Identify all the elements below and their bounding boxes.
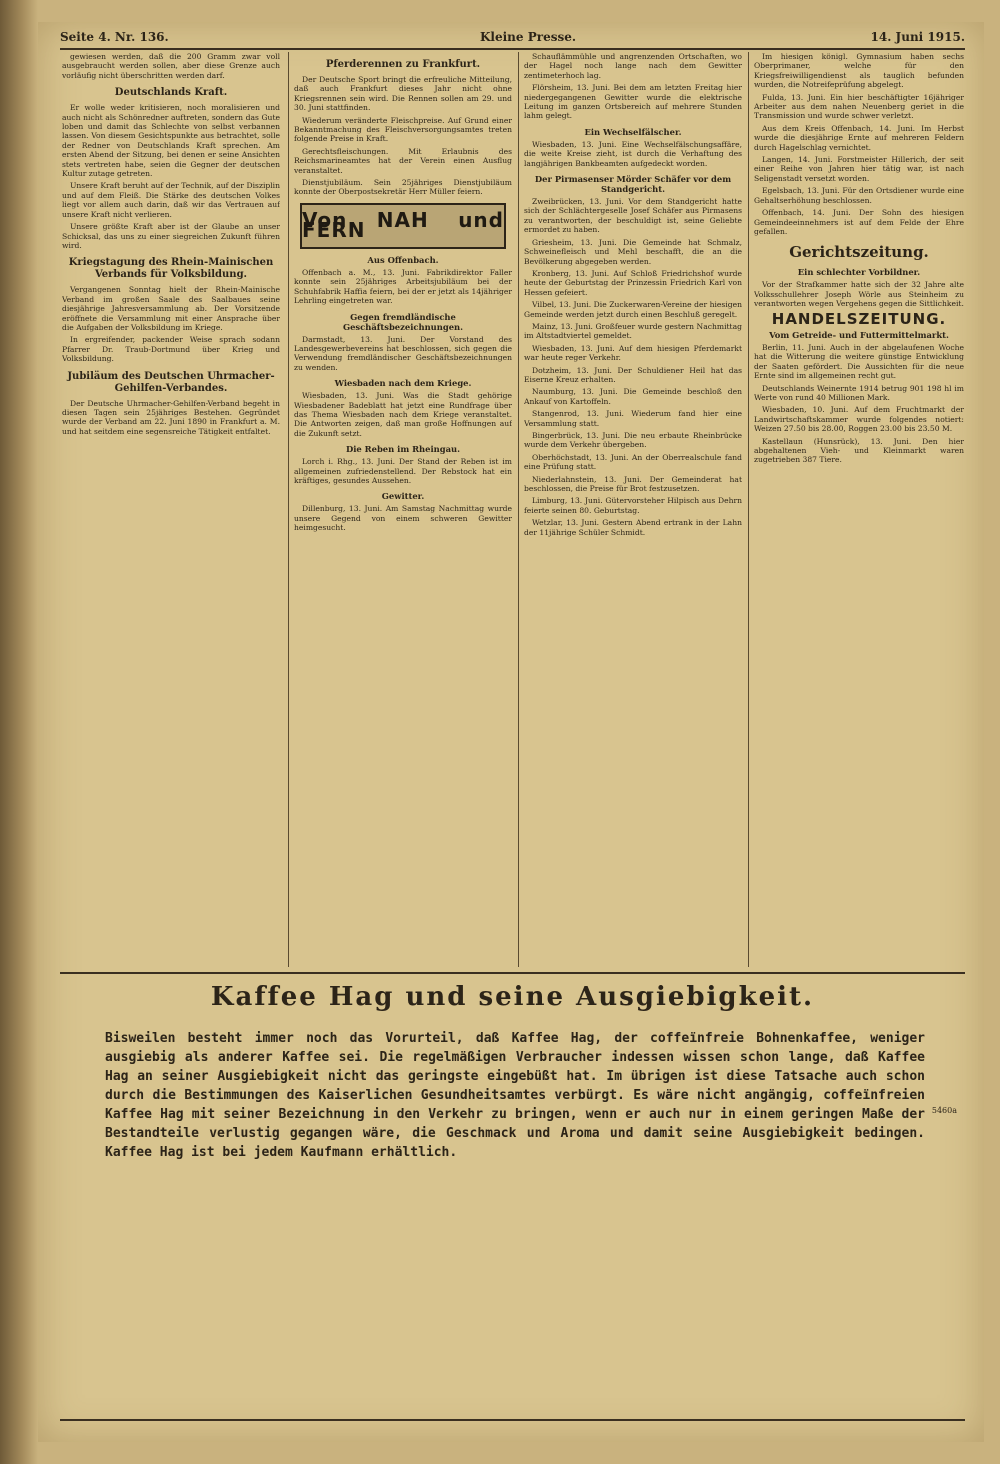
column-divider — [748, 52, 749, 967]
article-text: Zweibrücken, 13. Juni. Vor dem Standgericht hatte sich der Schlächtergeselle Josef Schäfer aus Pirmasens zu verantworten, der beschuldigt ist, seine Geliebte ermordet zu haben. — [524, 197, 742, 235]
ad-code: 5460a — [931, 1106, 957, 1115]
article-text: Unsere größte Kraft aber ist der Glaube an unser Schicksal, das uns zu einer siegreichen Zukunft führen wird. — [62, 222, 280, 250]
article-text: Unsere Kraft beruht auf der Technik, auf der Disziplin und auf dem Fleiß. Die Stärke des deutschen Volkes liegt vor allem auch darin, daß wir das Vertrauen auf unsere Kraft nicht verlieren. — [62, 181, 280, 219]
article-text: In ergreifender, packender Weise sprach sodann Pfarrer Dr. Traub-Dortmund über Krieg und Volksbildung. — [62, 335, 280, 364]
article-heading: Gewitter. — [381, 491, 425, 502]
article-text: Stangenrod, 13. Juni. Wiederum fand hier eine Versammlung statt. — [524, 409, 742, 428]
article-heading: Kriegstagung des Rhein-Mainischen Verbands für Volksbildung. — [68, 257, 274, 281]
article-text: Aus dem Kreis Offenbach, 14. Juni. Im Herbst wurde die diesjährige Ernte auf mehreren Feldern durch Hagelschlag vernichtet. — [754, 123, 964, 152]
section-heading: Gerichtszeitung. — [789, 243, 929, 262]
article-text: Wiederum veränderte Fleischpreise. Auf Grund einer Bekanntmachung des Fleischversorgungsamtes treten folgende Preise in Kraft. — [294, 115, 512, 144]
article-heading: Vom Getreide- und Futtermittelmarkt. — [769, 329, 949, 340]
article-heading: Jubiläum des Deutschen Uhrmacher-Gehilfen-Verbandes. — [67, 370, 275, 394]
article-text: Vergangenen Sonntag hielt der Rhein-Mainische Verband im großen Saale des Saalbaues seine diesjährige Jahresversammlung ab. Der Vorsitzende eröffnete die Versammlung mit einer Ansprache über die Aufgaben der Volksbildung im Kriege. — [62, 285, 280, 332]
article-text: Der Deutsche Sport bringt die erfreuliche Mitteilung, daß auch Frankfurt dieses Jahr nicht ohne Kriegsrennen sein wird. Die Rennen sollen am 29. und 30. Juni stattfinden. — [294, 75, 512, 113]
article-text: Deutschlands Weinernte 1914 betrug 901 198 hl im Werte von rund 40 Millionen Mark. — [754, 383, 964, 402]
article-text: Oberhöchstadt, 13. Juni. An der Oberrealschule fand eine Prüfung statt. — [524, 452, 742, 472]
column-4 — [754, 52, 964, 967]
article-text: Bingerbrück, 13. Juni. Die neu erbaute Rheinbrücke wurde dem Verkehr übergeben. — [524, 431, 742, 450]
article-text: Er wolle weder kritisieren, noch moralisieren und auch nicht als Schönredner auftreten, sondern das Gute loben und damit das Schlechte von selbst verbannen lassen. Von diesem Gesichtspunkte aus betrachtet, solle der Redner von Deutschlands Kraft sprechen. Am ersten Abend der Sitzung, bei denen er seine Ansichten stets vertreten habe, seien die Gegner der deutschen Kultur zutage getreten. — [62, 103, 280, 179]
article-text: Dillenburg, 13. Juni. Am Samstag Nachmittag wurde unsere Gegend von einem schweren Gewitter heimgesucht. — [294, 504, 512, 533]
article-heading: Wiesbaden nach dem Kriege. — [334, 378, 472, 389]
article-text: Wiesbaden, 10. Juni. Auf dem Fruchtmarkt der Landwirtschaftskammer wurde folgendes notiert: Weizen 27.50 bis 28.00, Roggen 23.00 bis 23.50 M. — [754, 405, 964, 434]
article-text: Lorch i. Rhg., 13. Juni. Der Stand der Reben ist im allgemeinen zufriedenstellend. Der Rebstock hat ein kräftiges, gesundes Aussehen. — [294, 457, 512, 485]
article-text: Der Deutsche Uhrmacher-Gehilfen-Verband begeht in diesen Tagen sein 25jähriges Bestehen. Gegründet wurde der Verband am 22. Juni 1890 in Frankfurt a. M. und hat seitdem eine segensreiche Tätigkeit entfaltet. — [62, 398, 280, 436]
article-heading: Deutschlands Kraft. — [114, 87, 228, 99]
article-text: Wetzlar, 13. Juni. Gestern Abend ertrank in der Lahn der 11jährige Schüler Schmidt. — [524, 518, 742, 537]
article-text: Offenbach, 14. Juni. Der Sohn des hiesigen Gemeindeeinnehmers ist auf dem Felde der Ehre gefallen. — [754, 208, 964, 236]
book-binding — [0, 0, 38, 1464]
article-heading: Der Pirmasenser Mörder Schäfer vor dem Standgericht. — [534, 174, 732, 195]
article-text: Wiesbaden, 13. Juni. Was die Stadt gehörige Wiesbadener Badeblatt hat jetzt eine Rundfrage über das Thema Wiesbaden nach dem Kriege veranstaltet. Die Antworten zeigen, daß man große Hoffnungen auf die Zukunft setzt. — [294, 391, 512, 438]
article-text: Flörsheim, 13. Juni. Bei dem am letzten Freitag hier niedergegangenen Gewitter wurde die elektrische Leitung im ganzen Ortsbereich auf mehrere Stunden lahm gelegt. — [524, 83, 742, 121]
article-heading: Pferderennen zu Frankfurt. — [325, 59, 481, 70]
issue-date: 14. Juni 1915. — [870, 30, 965, 44]
article-text: Dienstjubiläum. Sein 25jähriges Dienstjubiläum konnte der Oberpostsekretär Herr Müller feiern. — [294, 178, 512, 197]
section-heading: HANDELSZEITUNG. — [771, 309, 947, 328]
article-text: Vor der Strafkammer hatte sich der 32 Jahre alte Volksschullehrer Joseph Wörle aus Steinheim zu verantworten wegen Vergehens gegen die Sittlichkeit. — [754, 280, 964, 309]
article-text: Kastellaun (Hunsrück), 13. Juni. Den hier abgehaltenen Vieh- und Kleinmarkt waren zugetrieben 387 Tiere. — [754, 436, 964, 465]
article-heading: Ein Wechselfälscher. — [584, 126, 682, 137]
advertisement — [60, 972, 965, 1421]
column-3 — [524, 52, 742, 967]
article-text: Mainz, 13. Juni. Großfeuer wurde gestern Nachmittag im Altstadtviertel gemeldet. — [524, 321, 742, 341]
article-text: Vilbel, 13. Juni. Die Zuckerwaren-Vereine der hiesigen Gemeinde werden jetzt durch einen Beschluß geregelt. — [524, 300, 742, 319]
article-text: Schauflämmühle und angrenzenden Ortschaften, wo der Hagel noch lange nach dem Gewitter zentimeterhoch lag. — [524, 52, 742, 80]
article-text: Darmstadt, 13. Juni. Der Vorstand des Landesgewerbevereins hat beschlossen, sich gegen die Verwendung fremdländischer Geschäftsbezeichnungen zu wenden. — [294, 334, 512, 372]
column-1 — [62, 52, 280, 967]
page-number: Seite 4. Nr. 136. — [60, 30, 169, 44]
column-divider — [288, 52, 289, 967]
article-heading: Ein schlechter Vorbildner. — [797, 267, 921, 278]
article-text: Im hiesigen königl. Gymnasium haben sechs Oberprimaner, welche für den Kriegsfreiwilligendienst als tauglich befunden wurden, die Notreifeprüfung abgelegt. — [754, 52, 964, 90]
column-2 — [294, 52, 512, 967]
article-text: Langen, 14. Juni. Forstmeister Hillerich, der seit einer Reihe von Jahren hier tätig war, ist nach Seligenstadt versetzt worden. — [754, 155, 964, 183]
article-text: Egelsbach, 13. Juni. Für den Ortsdiener wurde eine Gehaltserhöhung beschlossen. — [754, 186, 964, 205]
article-text: gewiesen werden, daß die 200 Gramm zwar voll ausgebraucht werden sollen, aber diese Grenze auch vorläufig nicht überschritten werden darf. — [62, 52, 280, 80]
article-heading: Gegen fremdländische Geschäftsbezeichnungen. — [342, 311, 464, 332]
article-text: Kronberg, 13. Juni. Auf Schloß Friedrichshof wurde heute der Geburtstag der Prinzessin Friedrich Karl von Hessen gefeiert. — [524, 268, 742, 297]
page-header — [60, 28, 965, 48]
newspaper-title: Kleine Presse. — [480, 30, 577, 44]
article-text: Fulda, 13. Juni. Ein hier beschäftigter 16jähriger Arbeiter aus dem nahen Neuenberg geriet in die Transmission und wurde schwer verletzt. — [754, 92, 964, 121]
header-rule — [60, 48, 965, 50]
article-text: Berlin, 11. Juni. Auch in der abgelaufenen Woche hat die Witterung die weitere günstige Entwicklung der Saaten gefördert. Die Aussichten für die neue Ernte sind im allgemeinen recht gut. — [754, 342, 964, 381]
article-text: Niederlahnstein, 13. Juni. Der Gemeinderat hat beschlossen, die Preise für Brot festzusetzen. — [524, 474, 742, 494]
article-text: Naumburg, 13. Juni. Die Gemeinde beschloß den Ankauf von Kartoffeln. — [524, 387, 742, 406]
article-text: Dotzheim, 13. Juni. Der Schuldiener Heil hat das Eiserne Kreuz erhalten. — [524, 365, 742, 384]
article-text: Wiesbaden, 13. Juni. Eine Wechselfälschungsaffäre, die weite Kreise zieht, ist durch die Verhaftung des langjährigen Bankbeamten aufgedeckt worden. — [524, 139, 742, 168]
ad-body: Bisweilen besteht immer noch das Vorurteil, daß Kaffee Hag, der coffeïnfreie Bohnenkaffee, weniger ausgiebig als anderer Kaffee sei. Die regelmäßigen Verbraucher indessen wissen schon lange, daß Kaffee Hag an seiner Ausgiebigkeit nicht das geringste eingebüßt hat. Im übrigen ist diese Tatsache auch schon durch die Bestimmungen des Kaiserlichen Gesundheitsamtes verbürgt. Es wäre nicht angängig, coffeïnfreien Kaffee Hag mit seiner Bezeichnung in den Verkehr zu bringen, wenn er auch nur in einem geringen Maße der Bestandteile verlustig gegangen wäre, die Geschmack und Aroma und damit seine Ausgiebigkeit bedingen. Kaffee Hag ist bei jedem Kaufmann erhältlich. — [105, 1031, 925, 1160]
article-text: Wiesbaden, 13. Juni. Auf dem hiesigen Pferdemarkt war heute reger Verkehr. — [524, 343, 742, 363]
section-banner: Von NAH und FERN — [300, 203, 506, 249]
article-text: Griesheim, 13. Juni. Die Gemeinde hat Schmalz, Schweinefleisch und Mehl beschafft, die an die Bevölkerung abgegeben werden. — [524, 237, 742, 266]
ad-title: Kaffee Hag und seine Ausgiebigkeit. — [210, 982, 815, 1012]
article-text: Offenbach a. M., 13. Juni. Fabrikdirektor Faller konnte sein 25jähriges Arbeitsjubiläum bei der Schuhfabrik Haffia feiern, bei der er jetzt als 14jähriger Lehrling eingetreten war. — [294, 267, 512, 306]
column-divider — [518, 52, 519, 967]
article-heading: Die Reben im Rheingau. — [345, 444, 461, 455]
article-heading: Aus Offenbach. — [367, 254, 439, 265]
article-text: Gerechtsfleischungen. Mit Erlaubnis des Reichsmarineamtes hat der Verein einen Ausflug veranstaltet. — [294, 146, 512, 175]
article-text: Limburg, 13. Juni. Gütervorsteher Hilpisch aus Dehrn feierte seinen 80. Geburtstag. — [524, 496, 742, 515]
